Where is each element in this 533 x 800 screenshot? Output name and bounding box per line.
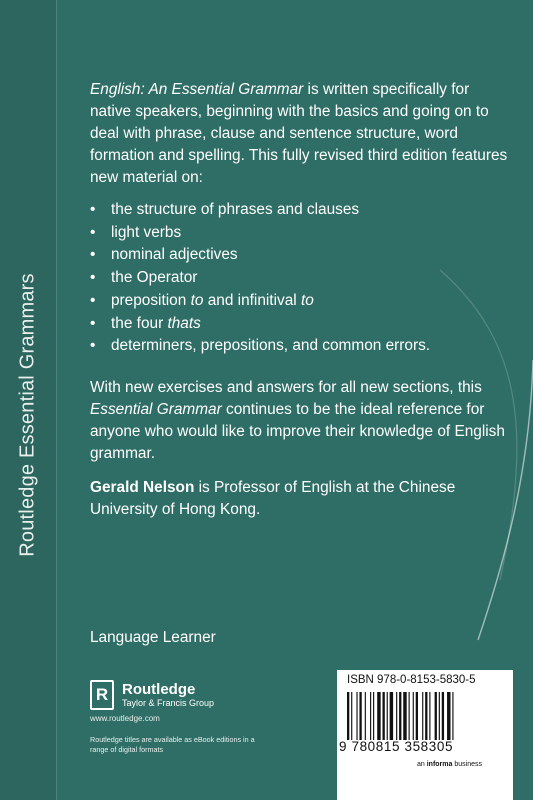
barcode-bar (396, 692, 397, 740)
barcode-bar (422, 692, 423, 740)
barcode-bar (373, 692, 374, 740)
barcode-bar (416, 692, 418, 740)
barcode-bar (370, 692, 371, 740)
barcode-bar (390, 692, 393, 740)
barcode-bar (442, 692, 444, 740)
barcode-bar (365, 692, 366, 740)
list-item: • nominal adjectives (90, 244, 510, 267)
barcode-bar (439, 692, 440, 740)
barcode-panel (337, 670, 513, 800)
series-title: Routledge Essential Grammars (16, 273, 39, 557)
barcode-bar (425, 692, 427, 740)
publisher-name: Routledge (122, 681, 196, 698)
intro-paragraph (90, 79, 510, 189)
routledge-logo-icon: R (90, 680, 114, 710)
list-item: • the four thats (90, 313, 510, 336)
list-item: • preposition to and infinitival to (90, 290, 510, 313)
author-bio: Gerald Nelson is Professor of English at the Chinese University of Hong Kong. (90, 479, 456, 518)
barcode-bar (447, 692, 450, 740)
barcode-bar (435, 692, 437, 740)
publisher-group: Taylor & Francis Group (122, 698, 215, 708)
barcode-bar (351, 692, 352, 740)
barcode-bar (387, 692, 388, 740)
author-name: Gerald Nelson (90, 479, 195, 496)
barcode-bar (356, 692, 357, 740)
barcode-bar (399, 692, 401, 740)
barcode-digits: 9 780815 358305 (339, 739, 454, 754)
list-item: • light verbs (90, 222, 510, 245)
isbn-label: ISBN 978-0-8153-5830-5 (347, 674, 476, 686)
barcode-bar (452, 692, 453, 740)
intro-text: is written specifically for native speakers, beginning with the basics and going on to deal with phrase, clause and sentence structure, word formation and spelling. This fully revised third edition features new material on: (90, 81, 508, 186)
publisher-logo (90, 680, 214, 710)
informa-note: an informa business (417, 761, 482, 768)
barcode-bar (403, 692, 406, 740)
book-title: English: An Essential Grammar (90, 81, 304, 98)
barcode-bar (429, 692, 430, 740)
list-item: • determiners, prepositions, and common errors. (90, 335, 510, 358)
barcode-bar (347, 692, 349, 740)
barcode-bar (413, 692, 414, 740)
ebook-note: Routledge titles are available as eBook editions in a range of digital formats (90, 735, 255, 754)
barcode-bar (377, 692, 380, 740)
barcode-bars (347, 692, 497, 740)
barcode-bar (409, 692, 410, 740)
series-label: Language Learner (90, 629, 216, 646)
publisher-website: www.routledge.com (90, 714, 160, 723)
closing-paragraph: With new exercises and answers for all new sections, this Essential Grammar continues to be the ideal reference for anyone who would like to improve their knowledge of English grammar. (90, 379, 505, 462)
barcode-bar (359, 692, 361, 740)
barcode-bar (383, 692, 385, 740)
list-item: • the structure of phrases and clauses (90, 199, 510, 222)
italic-title: Essential Grammar (90, 401, 222, 418)
list-item: • the Operator (90, 267, 510, 290)
feature-list (90, 199, 510, 358)
